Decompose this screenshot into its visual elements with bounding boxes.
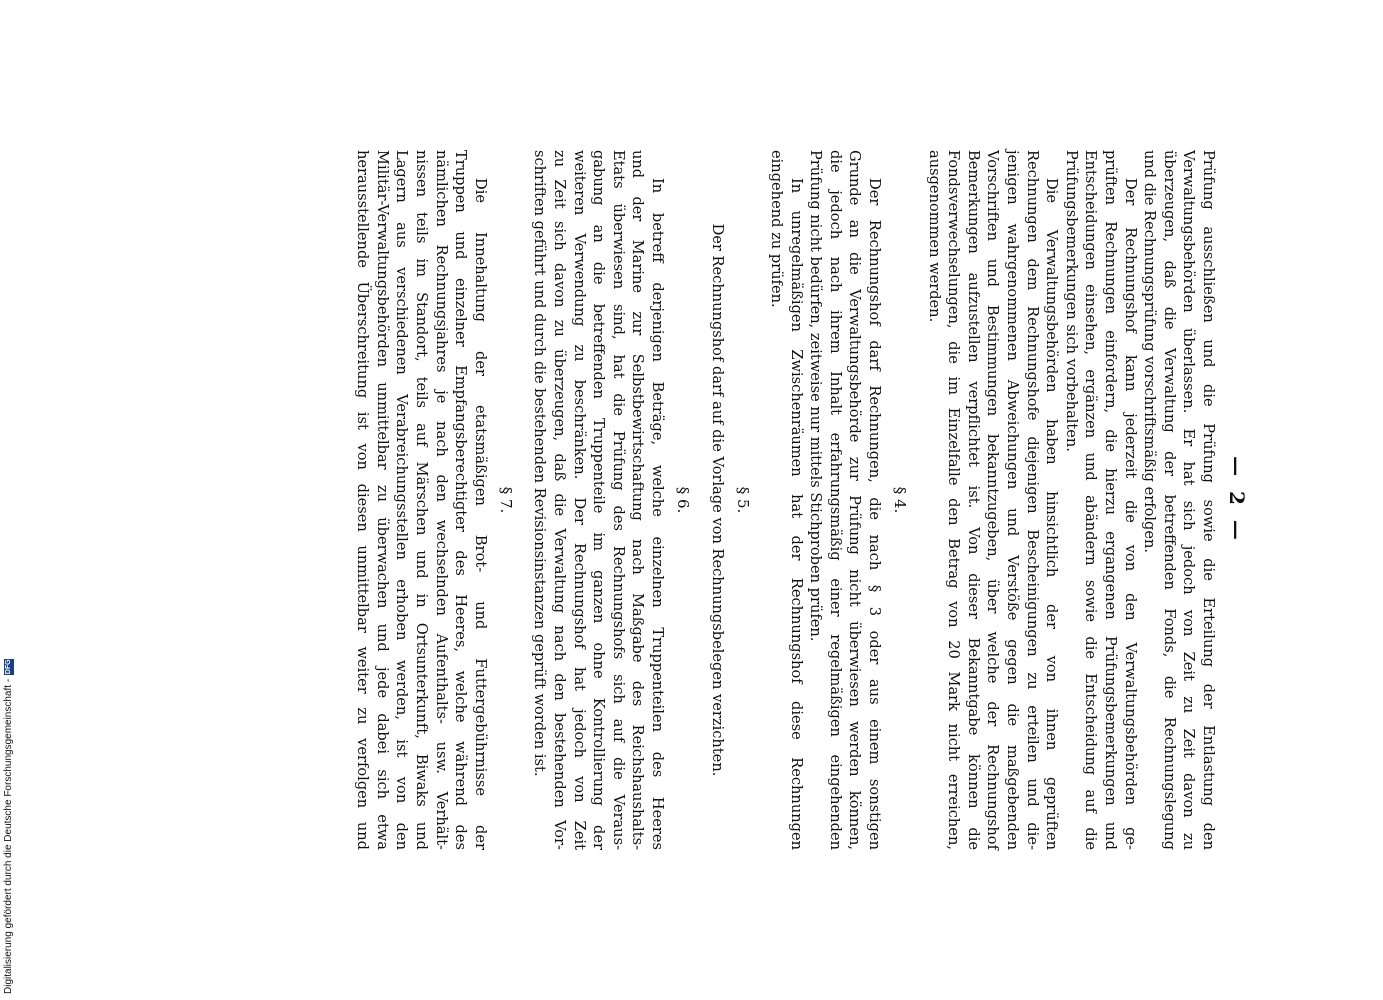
text-line: Prüfung nicht bedürfen, zeitweise nur mittels Stichproben prüfen. (807, 150, 825, 642)
text-line: Prüfung ausschließen und die Prüfung sowie die Erteilung der Entlastung den (1200, 150, 1217, 850)
text-line: zu Zeit sich davon zu überzeugen, daß die Verwaltung nach den bestehenden Vor- (550, 150, 568, 850)
text-line: nissen teils im Standort, teils auf Märschen und in Ortsunterkunft, Biwaks und (413, 150, 430, 850)
text-line: jenigen wahrgenommenen Abweichungen und Verstöße gegen die maßgebenden (1004, 150, 1022, 850)
section-5-text: Der Rechnungshof darf auf die Vorlage von Rechnungsbelegen verzichten. (708, 223, 726, 777)
text-line: und der Marine zur Selbstbewirtschaftung nach Maßgabe des Reichshaushalts- (629, 150, 647, 850)
text-line: Die Verwaltungsbehörden haben hinsichtlich der von ihnen geprüften (1043, 178, 1061, 850)
text-line: herausstellende Überschreitung ist von diesen unmittelbar weiter zu verfolgen und (354, 150, 372, 850)
text-line: Bemerkungen aufzustellen verpflichtet ist. Von dieser Bekanntgabe können die (964, 150, 982, 850)
text-line: Militär-Verwaltungsbehörden unmittelbar zu überwachen und jede dabei sich etwa (373, 150, 391, 850)
section-heading: § 7. (496, 486, 515, 514)
text-line: und die Rechnungsprüfung vorschriftsmäßig erfolgen. (1141, 150, 1159, 554)
text-line: Etats überwiesen sind, hat die Prüfung des Rechnungshofs sich auf die Veraus- (609, 150, 627, 850)
page-number: — 2 — (1225, 456, 1249, 544)
text-line: gabung an die betreffenden Truppenteile im ganzen ohne Kontrollierung der (590, 150, 608, 850)
intro-paragraph-3 (924, 150, 1061, 850)
credit-text: Digitalisierung gefördert durch die Deutsche Forschungsgemeinschaft - (3, 678, 14, 994)
text-line: In betreff derjenigen Beträge, welche einzelnen Truppenteilen des Heeres (648, 178, 666, 850)
text-line: Die Innehaltung der etatsmäßigen Brot- und Futtergebührnisse der (471, 178, 489, 850)
section-heading: § 4. (891, 486, 910, 514)
text-line: Truppen und einzelner Empfangsberechtigter des Heeres, welche während des (452, 150, 470, 850)
text-line: Prüfungsbemerkungen sich vorbehalten. (1062, 150, 1080, 452)
text-line: die jedoch nach ihrem Inhalt erfahrungsmäßig einer regelmäßigen eingehenden (826, 150, 844, 850)
document-page (150, 150, 1250, 850)
text-line: weiteren Verwendung zu beschränken. Der Rechnungshof hat jedoch von Zeit (570, 150, 588, 850)
text-line: Der Rechnungshof darf Rechnungen, die nach § 3 oder aus einem sonstigen (866, 178, 884, 850)
text-line: überzeugen, daß die Verwaltung der betreffenden Fonds, die Rechnungslegung (1160, 150, 1178, 850)
text-line: Rechnungen dem Rechnungshofe diejenigen Bescheinigungen zu erteilen und die- (1023, 150, 1041, 850)
intro-paragraph-2 (1061, 150, 1139, 850)
text-line: Grunde an die Verwaltungsbehörde zur Prüfung nicht überwiesen werden können, (846, 150, 864, 850)
text-line: nämlichen Rechnungsjahres je nach den wechselnden Aufenthalts- usw. Verhält- (432, 150, 450, 850)
text-line: schriften geführt und durch die bestehenden Revisionsinstanzen geprüft worden ist. (531, 150, 549, 777)
text-line: eingehend zu prüfen. (768, 150, 786, 308)
text-line: Lagern aus verschiedenen Verabreichungsstellen erhoben werden, ist von den (393, 150, 411, 850)
digitization-credit (2, 604, 16, 994)
text-line: Verwaltungsbehörden überlassen. Er hat sich jedoch von Zeit zu Zeit davon zu (1180, 150, 1198, 850)
dfg-logo-icon: DFG (5, 659, 12, 675)
intro-paragraph-1 (1140, 150, 1218, 850)
text-line: prüften Rechnungen einfordern, die hierzu ergangenen Prüfungsbemerkungen und (1102, 150, 1120, 850)
section-7-paragraph (353, 150, 490, 850)
section-heading: § 6. (673, 486, 692, 514)
text-line: Vorschriften und Bestimmungen bekanntzugeben, über welche der Rechnungshof (984, 150, 1002, 850)
text-line: Der Rechnungshof kann jederzeit die von den Verwaltungsbehörden ge- (1121, 178, 1139, 850)
section-heading: § 5. (733, 486, 752, 514)
section-4-paragraph-2 (767, 150, 806, 850)
text-line: In unregelmäßigen Zwischenräumen hat der Rechnungshof diese Rechnungen (787, 178, 805, 850)
text-line: ausgenommen werden. (925, 150, 943, 323)
section-4-paragraph-1 (806, 150, 884, 850)
text-line: Fondsverwechselungen, die im Einzelfalle den Betrag von 20 Mark nicht erreichen, (945, 150, 963, 850)
section-6-paragraph (530, 150, 667, 850)
text-line: Entscheidungen einsehen, ergänzen und abändern sowie die Entscheidung auf die (1082, 150, 1100, 850)
